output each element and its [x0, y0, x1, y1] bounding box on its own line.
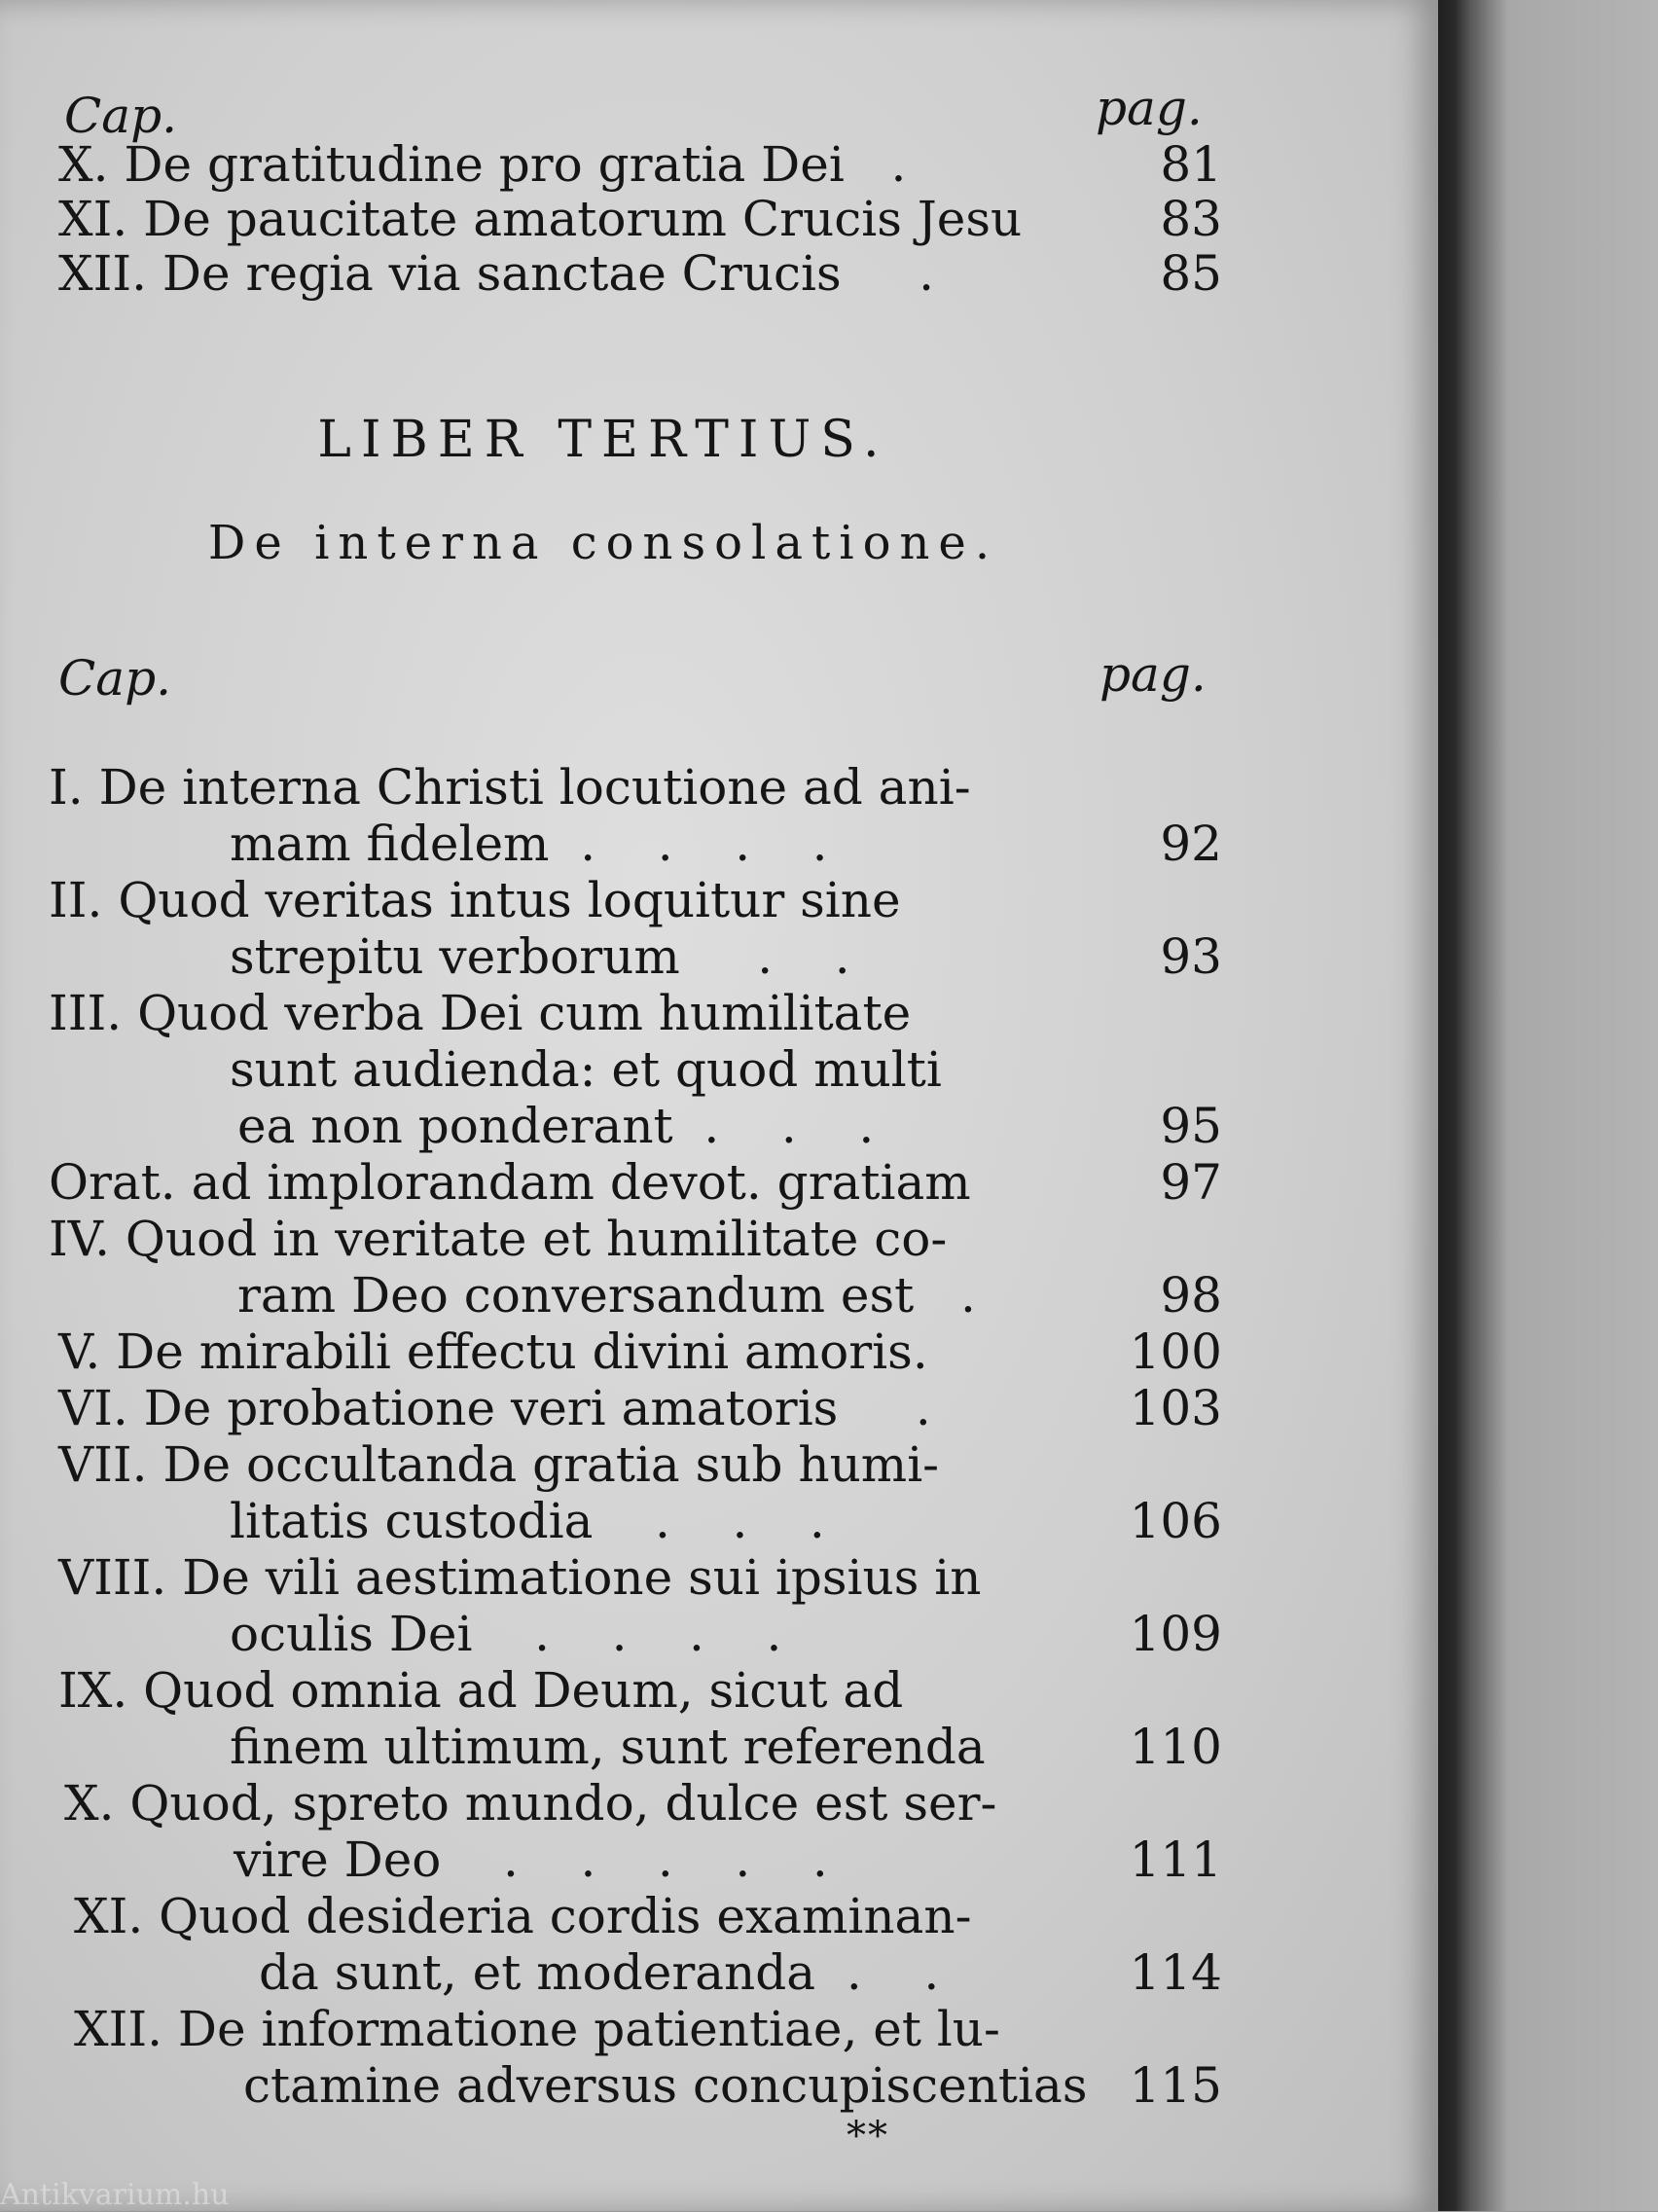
entry-title-line: oculis Dei — [230, 1606, 473, 1662]
toc-entry — [0, 1324, 1438, 1380]
toc-entry: X. De gratitudine pro gratia Dei . 81 — [58, 136, 1222, 193]
entry-page: 85 — [1160, 245, 1222, 302]
top-pag-label: pag. — [1096, 80, 1203, 136]
entry-number: V. — [58, 1324, 101, 1380]
entry-title-line: ea non ponderant — [237, 1098, 673, 1154]
entry-title-line: Quod verba Dei cum humilitate — [137, 985, 912, 1041]
entry-page: 114 — [1129, 1944, 1222, 2001]
toc-entry-continuation: ram Deo conversandum est . 98 — [237, 1267, 1222, 1324]
entry-title-line: sunt audienda: et quod multi — [230, 1041, 942, 1098]
entry-page: 106 — [1129, 1493, 1222, 1549]
toc-entry-continuation: ea non ponderant . . . 95 — [237, 1098, 1222, 1154]
entry-title-line: De interna Christi locutione ad ani- — [98, 759, 971, 816]
entry-number: I. — [49, 759, 84, 816]
entry-title-line: mam fidelem — [230, 816, 550, 872]
toc-entry — [0, 1154, 1438, 1211]
entry-page: 110 — [1129, 1719, 1222, 1775]
toc-entry-continuation — [0, 1719, 1438, 1775]
entry-title-line: De vili aestimatione sui ipsius in — [182, 1549, 982, 1606]
entry-number: IX. — [58, 1662, 128, 1719]
entry-title-line: ctamine adversus concupiscentias — [243, 2057, 1088, 2114]
toc-entry-continuation: vire Deo . . . . . 111 — [234, 1831, 1222, 1888]
main-pag-label: pag. — [1099, 646, 1207, 703]
entry-page: 115 — [1129, 2057, 1222, 2114]
toc-entry — [0, 2001, 1438, 2057]
toc-entry-continuation: mam fidelem . . . . 92 — [230, 816, 1222, 872]
entry-number: X. — [58, 136, 109, 193]
toc-entry-continuation — [0, 1041, 1438, 1098]
entry-page: 103 — [1129, 1380, 1222, 1436]
toc-entry: XII. De regia via sanctae Crucis . 85 — [58, 245, 1222, 302]
toc-entry-continuation: litatis custodia . . . 106 — [230, 1493, 1222, 1549]
entry-title: De gratitudine pro gratia Dei — [124, 136, 845, 193]
toc-entry-continuation: strepitu verborum . . 93 — [230, 928, 1222, 985]
entry-number: VII. — [58, 1436, 148, 1493]
entry-number: XI. — [74, 1888, 144, 1944]
entry-title-line: De informatione patientiae, et lu- — [177, 2001, 1000, 2057]
signature-mark: ** — [847, 2114, 889, 2158]
entry-title-line: strepitu verborum — [230, 928, 680, 985]
toc-entry-continuation — [0, 2057, 1438, 2114]
entry-title-line: finem ultimum, sunt referenda — [230, 1719, 986, 1775]
entry-number: IV. — [49, 1211, 111, 1267]
entry-title-line: Quod in veritate et humilitate co- — [125, 1211, 948, 1267]
entry-page: 97 — [1160, 1154, 1222, 1211]
entry-title-line: De occultanda gratia sub humi- — [162, 1436, 940, 1493]
main-cap-label: Cap. — [58, 650, 171, 707]
entry-title-line: ad implorandam devot. gratiam — [191, 1154, 971, 1211]
toc-entry — [0, 1211, 1438, 1267]
toc-entry: VI. De probatione veri amatoris . 103 — [58, 1380, 1222, 1436]
entry-title: De regia via sanctae Crucis — [162, 245, 842, 302]
entry-title-line: Quod desideria cordis examinan- — [159, 1888, 972, 1944]
entry-number: VI. — [58, 1380, 128, 1436]
toc-entry — [0, 985, 1438, 1041]
entry-number: Orat. — [49, 1154, 176, 1211]
entry-page: 109 — [1129, 1606, 1222, 1662]
entry-number: VIII. — [58, 1549, 167, 1606]
entry-number: II. — [49, 872, 103, 928]
entry-page: 93 — [1160, 928, 1222, 985]
background-surface — [1440, 0, 1658, 2211]
top-cap-label: Cap. — [64, 88, 177, 144]
entry-title-line: da sunt, et moderanda — [259, 1944, 816, 2001]
entry-title-line: Quod veritas intus loquitur sine — [118, 872, 901, 928]
book-title: LIBER TERTIUS. — [317, 411, 889, 469]
toc-entry-continuation: oculis Dei . . . . 109 — [230, 1606, 1222, 1662]
toc-entry — [0, 1888, 1438, 1944]
entry-page: 111 — [1129, 1831, 1222, 1888]
toc-entry — [0, 1775, 1438, 1831]
book-subtitle: De interna consolatione. — [207, 516, 999, 570]
toc-entry — [0, 759, 1438, 816]
entry-number: XII. — [58, 245, 147, 302]
entry-title-line: Quod, spreto mundo, dulce est ser- — [129, 1775, 997, 1831]
entry-page: 100 — [1129, 1324, 1222, 1380]
entry-number: XII. — [74, 2001, 162, 2057]
toc-entry — [0, 191, 1438, 247]
entry-title-line: ram Deo conversandum est — [237, 1267, 915, 1324]
entry-number: III. — [49, 985, 123, 1041]
entry-title-line: De probatione veri amatoris — [143, 1380, 839, 1436]
entry-title-line: litatis custodia — [230, 1493, 594, 1549]
watermark: Antikvarium.hu — [0, 2178, 230, 2212]
entry-title-line: Quod omnia ad Deum, sicut ad — [143, 1662, 904, 1719]
entry-number: X. — [64, 1775, 115, 1831]
toc-entry-continuation: da sunt, et moderanda . . 114 — [259, 1944, 1222, 2001]
entry-page: 95 — [1160, 1098, 1222, 1154]
entry-page: 83 — [1160, 191, 1222, 247]
entry-title-line: vire Deo — [234, 1831, 442, 1888]
toc-entry — [0, 872, 1438, 928]
entry-page: 92 — [1160, 816, 1222, 872]
toc-entry — [0, 1436, 1438, 1493]
entry-number: XI. — [58, 191, 128, 247]
toc-entry — [0, 1549, 1438, 1606]
toc-entry — [0, 1662, 1438, 1719]
entry-page: 81 — [1160, 136, 1222, 193]
entry-title: De paucitate amatorum Crucis Jesu — [143, 191, 1023, 247]
entry-title-line: De mirabili effectu divini amoris. — [116, 1324, 928, 1380]
entry-page: 98 — [1160, 1267, 1222, 1324]
